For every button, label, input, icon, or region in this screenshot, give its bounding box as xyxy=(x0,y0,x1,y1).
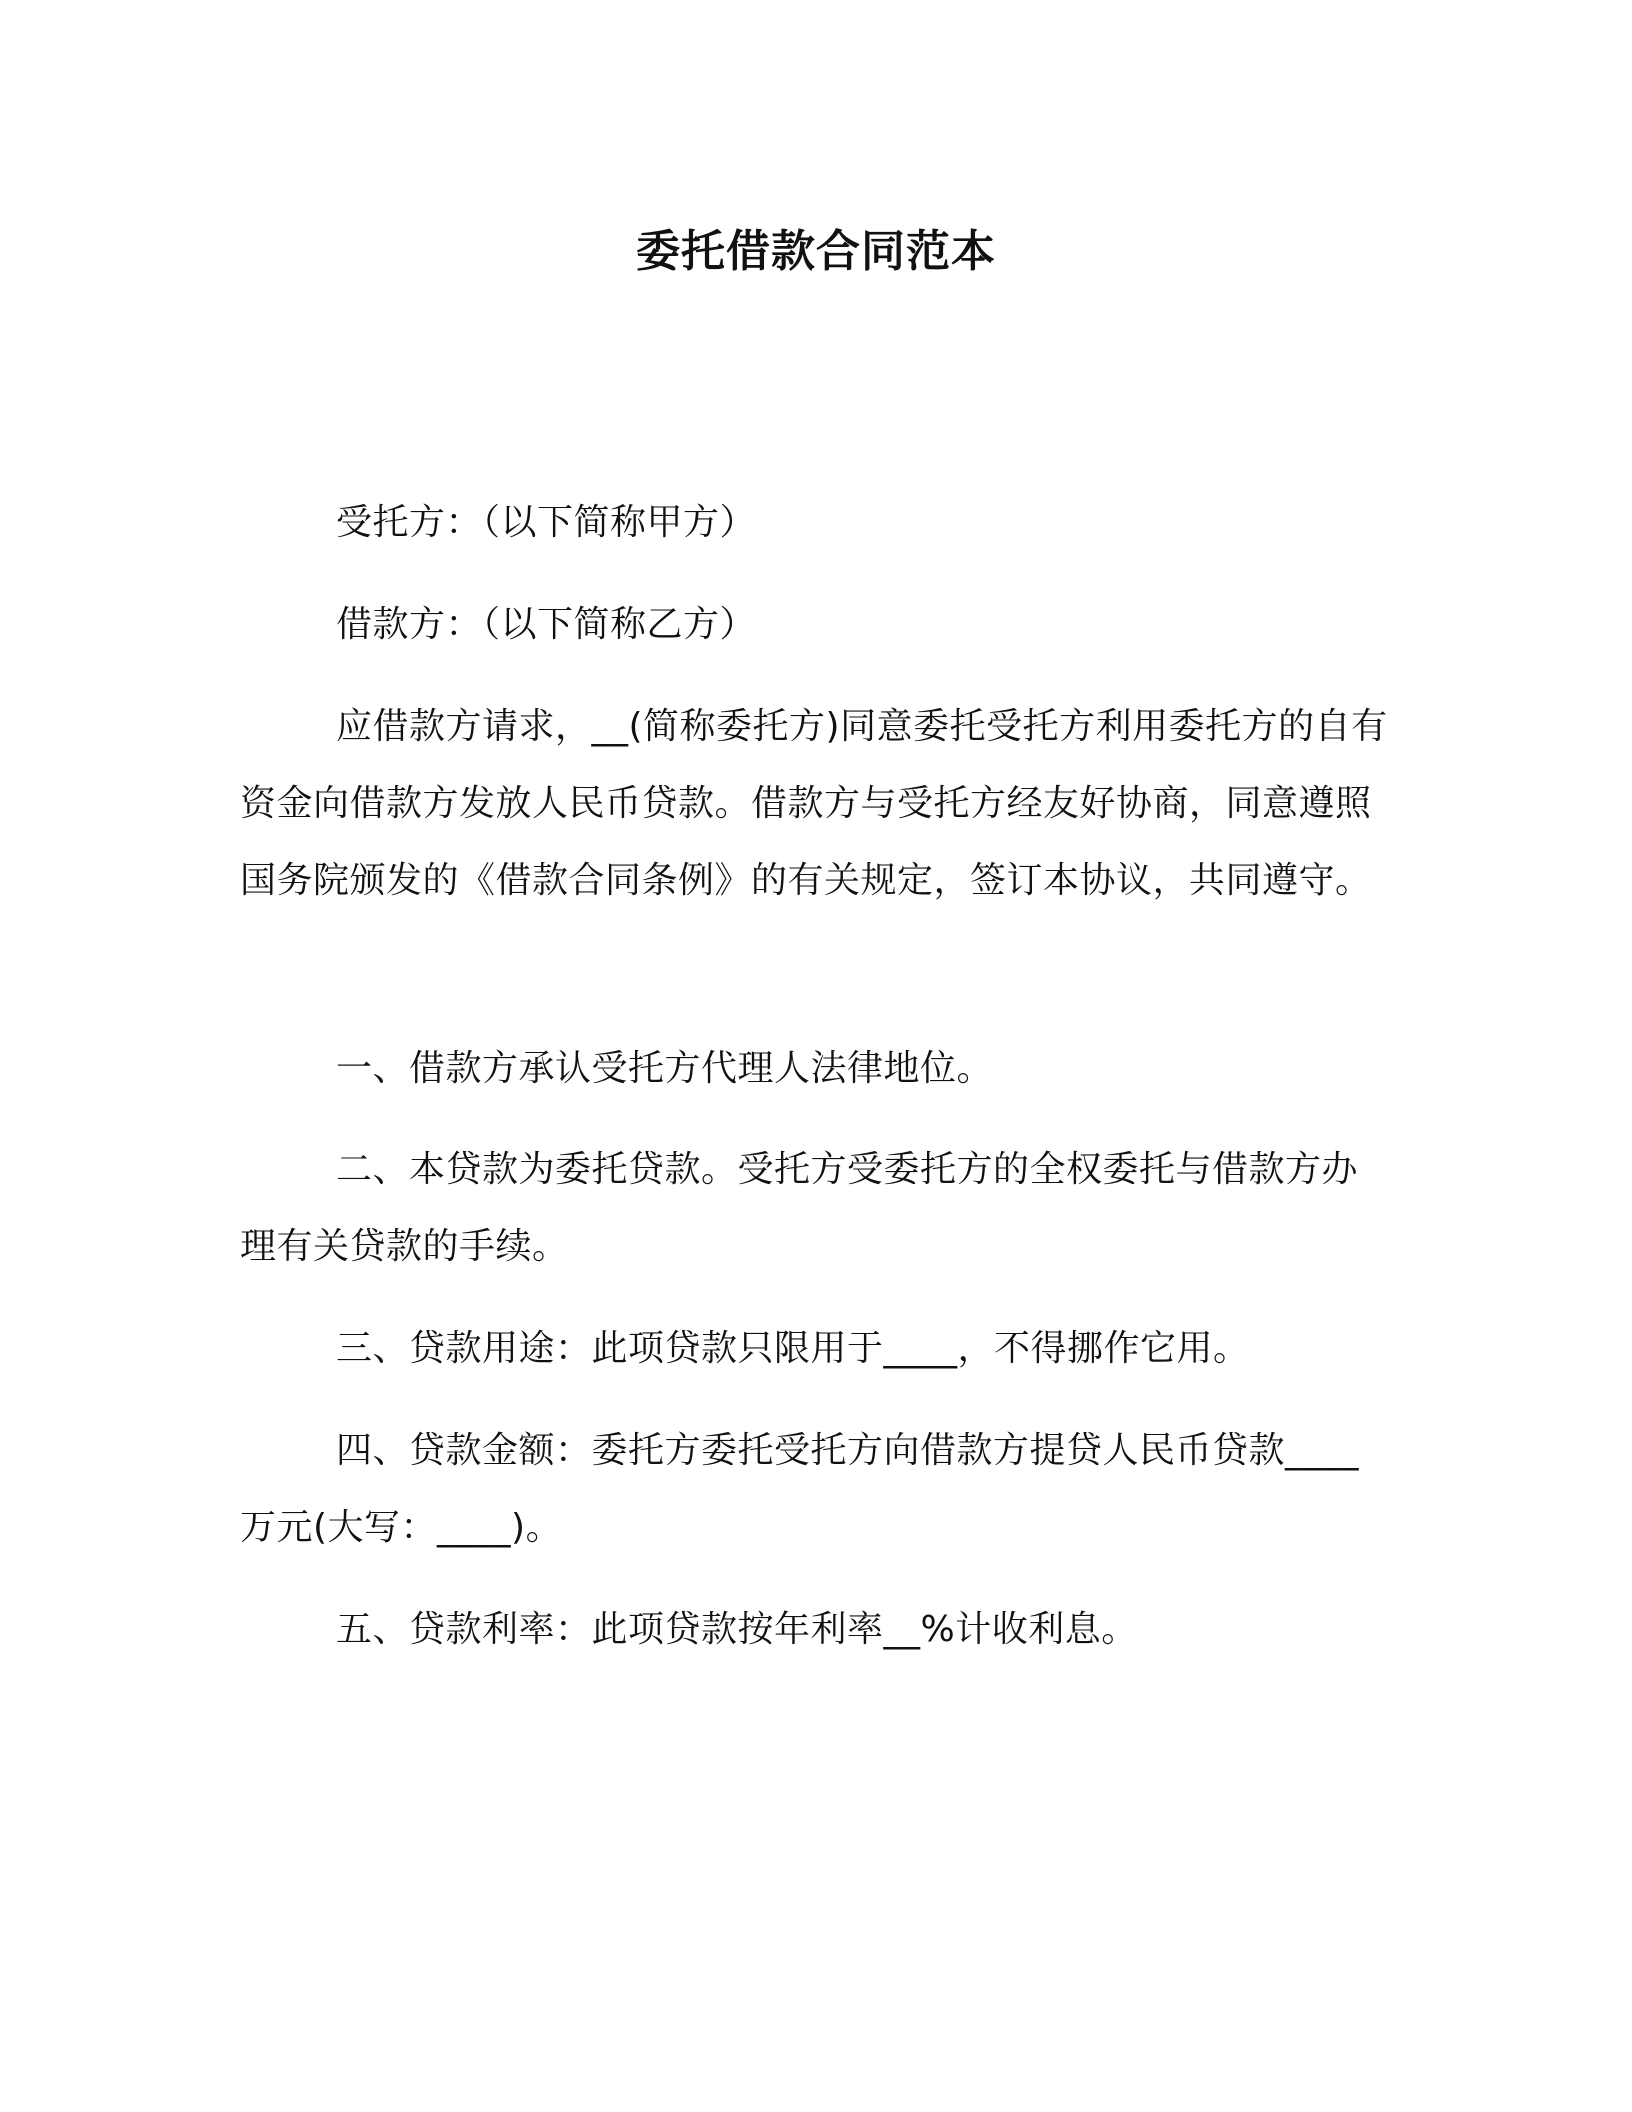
document-title: 委托借款合同范本 xyxy=(636,226,996,277)
party-a-line: 受托方：（以下简称甲方） xyxy=(336,502,757,543)
preamble-paragraph: 应借款方请求，__(简称委托方)同意委托受托方利用委托方的自有资金向借款方发放人民币贷款。借款方与受托方经友好协商，同意遵照国务院颁发的《借款合同条例》的有关规定，签订本协议，共同遵守。 xyxy=(240,706,1388,901)
clause-3: 三、贷款用途：此项贷款只限用于____，不得挪作它用。 xyxy=(336,1328,1250,1369)
clause-1: 一、借款方承认受托方代理人法律地位。 xyxy=(336,1048,994,1089)
clause-5: 五、贷款利率：此项贷款按年利率__%计收利息。 xyxy=(336,1609,1138,1650)
clause-4: 四、贷款金额：委托方委托受托方向借款方提贷人民币贷款____万元(大写：____)。 xyxy=(240,1430,1360,1548)
clause-2: 二、本贷款为委托贷款。受托方受委托方的全权委托与借款方办理有关贷款的手续。 xyxy=(240,1149,1359,1267)
party-b-line: 借款方：（以下简称乙方） xyxy=(336,604,757,645)
